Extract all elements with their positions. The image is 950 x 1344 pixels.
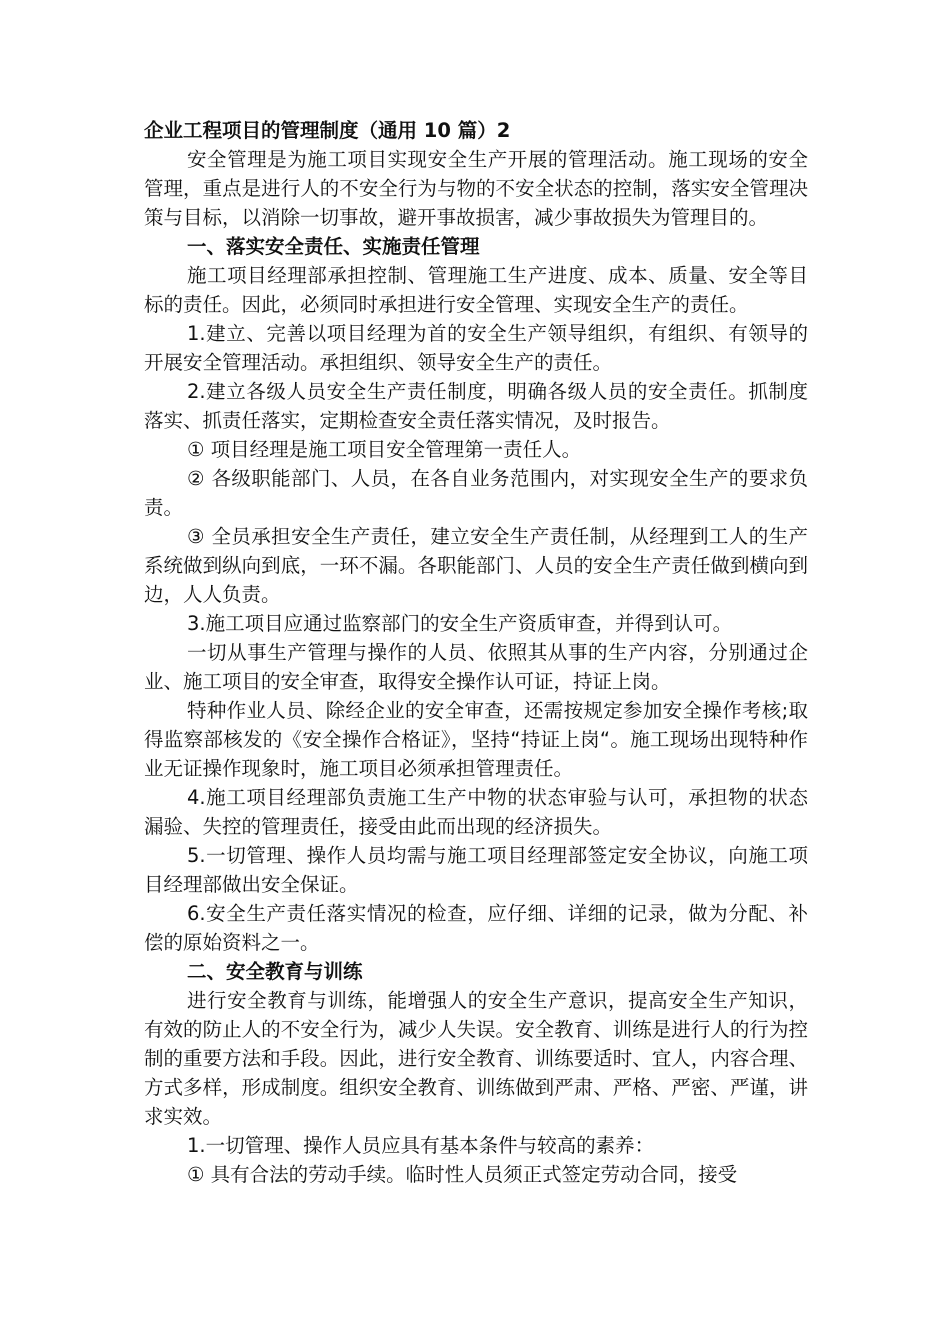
document-title: 企业工程项目的管理制度（通用 10 篇）2 — [144, 119, 511, 142]
paragraph: 特种作业人员、除经企业的安全审查，还需按规定参加安全操作考核;取得监察部核发的《安全操作合格证》，坚持“持证上岗“。施工现场出现特种作业无证操作现象时，施工项目必须承担管理责任。 — [144, 699, 808, 780]
section-heading-1: 一、落实安全责任、实施责任管理 — [187, 235, 480, 258]
paragraph: 6.安全生产责任落实情况的检查，应仔细、详细的记录，做为分配、补偿的原始资料之一。 — [144, 902, 808, 954]
paragraph: ② 各级职能部门、人员，在各自业务范围内，对实现安全生产的要求负责。 — [144, 467, 808, 519]
paragraph: 1.建立、完善以项目经理为首的安全生产领导组织，有组织、有领导的开展安全管理活动。承担组织、领导安全生产的责任。 — [144, 322, 808, 374]
document-page — [144, 114, 808, 1189]
paragraph: ① 具有合法的劳动手续。临时性人员须正式签定劳动合同，接受 — [187, 1163, 738, 1186]
paragraph: 1.一切管理、操作人员应具有基本条件与较高的素养： — [187, 1134, 655, 1157]
paragraph: 5.一切管理、操作人员均需与施工项目经理部签定安全协议，向施工项目经理部做出安全保证。 — [144, 844, 808, 896]
paragraph: 2.建立各级人员安全生产责任制度，明确各级人员的安全责任。抓制度落实、抓责任落实，定期检查安全责任落实情况，及时报告。 — [144, 380, 808, 432]
paragraph: 进行安全教育与训练，能增强人的安全生产意识，提高安全生产知识，有效的防止人的不安全行为，减少人失误。安全教育、训练是进行人的行为控制的重要方法和手段。因此，进行安全教育、训练要适时、宜人，内容合理、方式多样，形成制度。组织安全教育、训练做到严肃、严格、严密、严谨，讲求实效。 — [144, 989, 808, 1128]
paragraph: 3.施工项目应通过监察部门的安全生产资质审查，并得到认可。 — [187, 612, 733, 635]
paragraph: 4.施工项目经理部负责施工生产中物的状态审验与认可，承担物的状态漏验、失控的管理责任，接受由此而出现的经济损失。 — [144, 786, 808, 838]
section-heading-2: 二、安全教育与训练 — [187, 960, 363, 983]
paragraph: ③ 全员承担安全生产责任，建立安全生产责任制，从经理到工人的生产系统做到纵向到底，一环不漏。各职能部门、人员的安全生产责任做到横向到边，人人负责。 — [144, 525, 808, 606]
paragraph-intro: 安全管理是为施工项目实现安全生产开展的管理活动。施工现场的安全管理，重点是进行人的不安全行为与物的不安全状态的控制，落实安全管理决策与目标，以消除一切事故，避开事故损害，减少事故损失为管理目的。 — [144, 148, 808, 229]
paragraph: 施工项目经理部承担控制、管理施工生产进度、成本、质量、安全等目标的责任。因此，必须同时承担进行安全管理、实现安全生产的责任。 — [144, 264, 808, 316]
paragraph: 一切从事生产管理与操作的人员、依照其从事的生产内容，分别通过企业、施工项目的安全审查，取得安全操作认可证，持证上岗。 — [144, 641, 808, 693]
paragraph: ① 项目经理是施工项目安全管理第一责任人。 — [187, 438, 582, 461]
